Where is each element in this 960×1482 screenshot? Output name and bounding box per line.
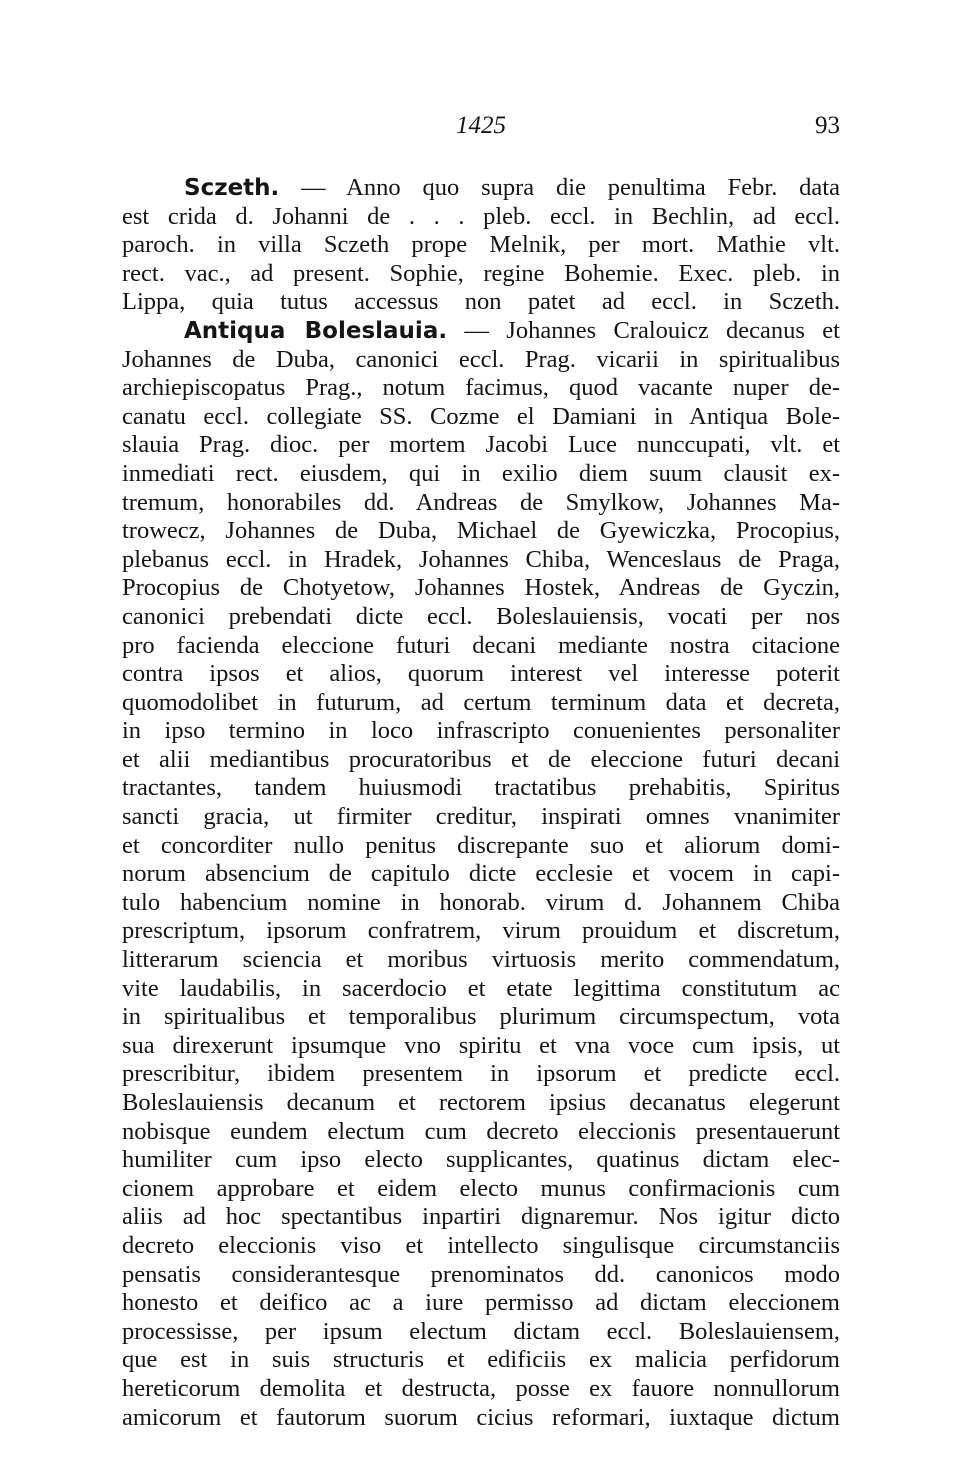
text-line <box>122 1232 840 1261</box>
text-line <box>122 1261 840 1290</box>
text-line <box>122 1404 840 1433</box>
text-line <box>122 460 840 489</box>
line-text: in ipso termino in loco infrascripto conuenientes personaliter <box>122 717 840 745</box>
text-line <box>122 803 840 832</box>
text-line <box>122 1375 840 1404</box>
line-text: decreto eleccionis viso et intellecto singulisque circumstanciis <box>122 1231 840 1259</box>
text-line <box>122 1318 840 1347</box>
text-line <box>122 231 840 260</box>
line-text: quomodolibet in futurum, ad certum terminum data et decreta, <box>122 688 840 716</box>
header-year: 1425 <box>456 112 506 139</box>
text-line <box>122 975 840 1004</box>
text-line <box>122 1289 840 1318</box>
line-text: — Anno quo supra die penultima Febr. data <box>279 174 840 201</box>
text-line <box>122 917 840 946</box>
text-line <box>122 889 840 918</box>
page-header <box>122 112 840 146</box>
line-text: litterarum sciencia et moribus virtuosis merito commendatum, <box>122 946 840 974</box>
line-text: slauia Prag. dioc. per mortem Jacobi Luce nunccupati, vlt. et <box>122 431 840 459</box>
line-text: hereticorum demolita et destructa, posse ex fauore nonnullorum <box>122 1374 840 1402</box>
text-line <box>122 946 840 975</box>
text-line <box>122 1175 840 1204</box>
line-text: archiepiscopatus Prag., notum facimus, quod vacante nuper de- <box>122 374 840 402</box>
line-text: in spiritualibus et temporalibus plurimum circumspectum, vota <box>122 1003 840 1031</box>
line-text: Lippa, quia tutus accessus non patet ad eccl. in Sczeth. <box>122 288 840 316</box>
text-line <box>122 1203 840 1232</box>
line-text: Procopius de Chotyetow, Johannes Hostek, Andreas de Gyczin, <box>122 574 840 602</box>
line-text: aliis ad hoc spectantibus inpartiri dignaremur. Nos igitur dicto <box>122 1203 840 1231</box>
text-line <box>122 574 840 603</box>
text-line <box>122 431 840 460</box>
line-text: processisse, per ipsum electum dictam eccl. Boleslauiensem, <box>122 1317 840 1345</box>
line-text: contra ipsos et alios, quorum interest vel interesse poterit <box>122 660 840 688</box>
text-line <box>122 346 840 375</box>
line-text: humiliter cum ipso electo supplicantes, quatinus dictam elec- <box>122 1146 840 1174</box>
line-text: paroch. in villa Sczeth prope Melnik, per mort. Mathie vlt. <box>122 231 840 259</box>
text-line <box>122 174 840 203</box>
line-text: canonici prebendati dicte eccl. Boleslauiensis, vocati per nos <box>122 602 840 630</box>
text-line <box>122 1003 840 1032</box>
line-text: amicorum et fautorum suorum cicius reformari, iuxtaque dictum <box>122 1403 840 1431</box>
line-text: prescribitur, ibidem presentem in ipsorum et predicte eccl. <box>122 1060 840 1088</box>
text-line <box>122 1060 840 1089</box>
text-line <box>122 403 840 432</box>
text-line <box>122 746 840 775</box>
text-line <box>122 288 840 317</box>
line-text: norum absencium de capitulo dicte ecclesie et vocem in capi- <box>122 860 840 888</box>
line-text: vite laudabilis, in sacerdocio et etate legittima constitutum ac <box>122 974 840 1002</box>
text-line <box>122 546 840 575</box>
text-line <box>122 832 840 861</box>
line-text: nobisque eundem electum cum decreto eleccionis presentauerunt <box>122 1117 840 1145</box>
text-line <box>122 717 840 746</box>
text-line <box>122 689 840 718</box>
line-text: Boleslauiensis decanum et rectorem ipsius decanatus elegerunt <box>122 1089 840 1116</box>
line-text: Johannes de Duba, canonici eccl. Prag. vicarii in spiritualibus <box>122 345 840 373</box>
line-text: que est in suis structuris et edificiis ex malicia perfidorum <box>122 1346 840 1374</box>
line-text: plebanus eccl. in Hradek, Johannes Chiba, Wenceslaus de Praga, <box>122 545 840 573</box>
line-text: — Johannes Cralouicz decanus et <box>447 316 840 344</box>
text-line <box>122 1146 840 1175</box>
text-line <box>122 1089 840 1118</box>
line-text: pro facienda eleccione futuri decani mediante nostra citacione <box>122 631 840 659</box>
text-line <box>122 660 840 689</box>
line-text: inmediati rect. eiusdem, qui in exilio diem suum clausit ex- <box>122 459 840 487</box>
section-heading: Antiqua Boleslauia. <box>184 317 448 344</box>
text-line <box>122 517 840 546</box>
text-line <box>122 1032 840 1061</box>
line-text: honesto et deifico ac a iure permisso ad dictam eleccionem <box>122 1289 840 1317</box>
line-text: et alii mediantibus procuratoribus et de eleccione futuri decani <box>122 745 840 773</box>
line-text: pensatis considerantesque prenominatos dd. canonicos modo <box>122 1260 840 1288</box>
text-line <box>122 203 840 232</box>
page-number: 93 <box>815 112 840 139</box>
text-line <box>122 317 840 346</box>
line-text: tractantes, tandem huiusmodi tractatibus prehabitis, Spiritus <box>122 774 840 802</box>
body-text <box>122 174 840 1432</box>
text-line <box>122 1346 840 1375</box>
text-line <box>122 489 840 518</box>
text-line <box>122 774 840 803</box>
line-text: sua direxerunt ipsumque vno spiritu et vna voce cum ipsis, ut <box>122 1031 840 1059</box>
line-text: prescriptum, ipsorum confratrem, virum prouidum et discretum, <box>122 917 840 945</box>
text-line <box>122 1118 840 1147</box>
line-text: rect. vac., ad present. Sophie, regine Bohemie. Exec. pleb. in <box>122 259 840 287</box>
text-line <box>122 632 840 661</box>
line-text: sancti gracia, ut firmiter creditur, inspirati omnes vnanimiter <box>122 803 840 831</box>
line-text: trowecz, Johannes de Duba, Michael de Gyewiczka, Procopius, <box>122 517 840 545</box>
line-text: tremum, honorabiles dd. Andreas de Smylkow, Johannes Ma- <box>122 488 840 516</box>
line-text: canatu eccl. collegiate SS. Cozme el Damiani in Antiqua Bole- <box>122 402 840 430</box>
line-text: et concorditer nullo penitus discrepante suo et aliorum domi- <box>122 831 840 859</box>
line-text: est crida d. Johanni de . . . pleb. eccl. in Bechlin, ad eccl. <box>122 202 840 230</box>
text-line <box>122 374 840 403</box>
text-line <box>122 860 840 889</box>
text-line <box>122 603 840 632</box>
line-text: cionem approbare et eidem electo munus confirmacionis cum <box>122 1174 840 1202</box>
text-line <box>122 260 840 289</box>
section-heading: Sczeth. <box>184 175 280 201</box>
line-text: tulo habencium nomine in honorab. virum d. Johannem Chiba <box>122 888 840 916</box>
